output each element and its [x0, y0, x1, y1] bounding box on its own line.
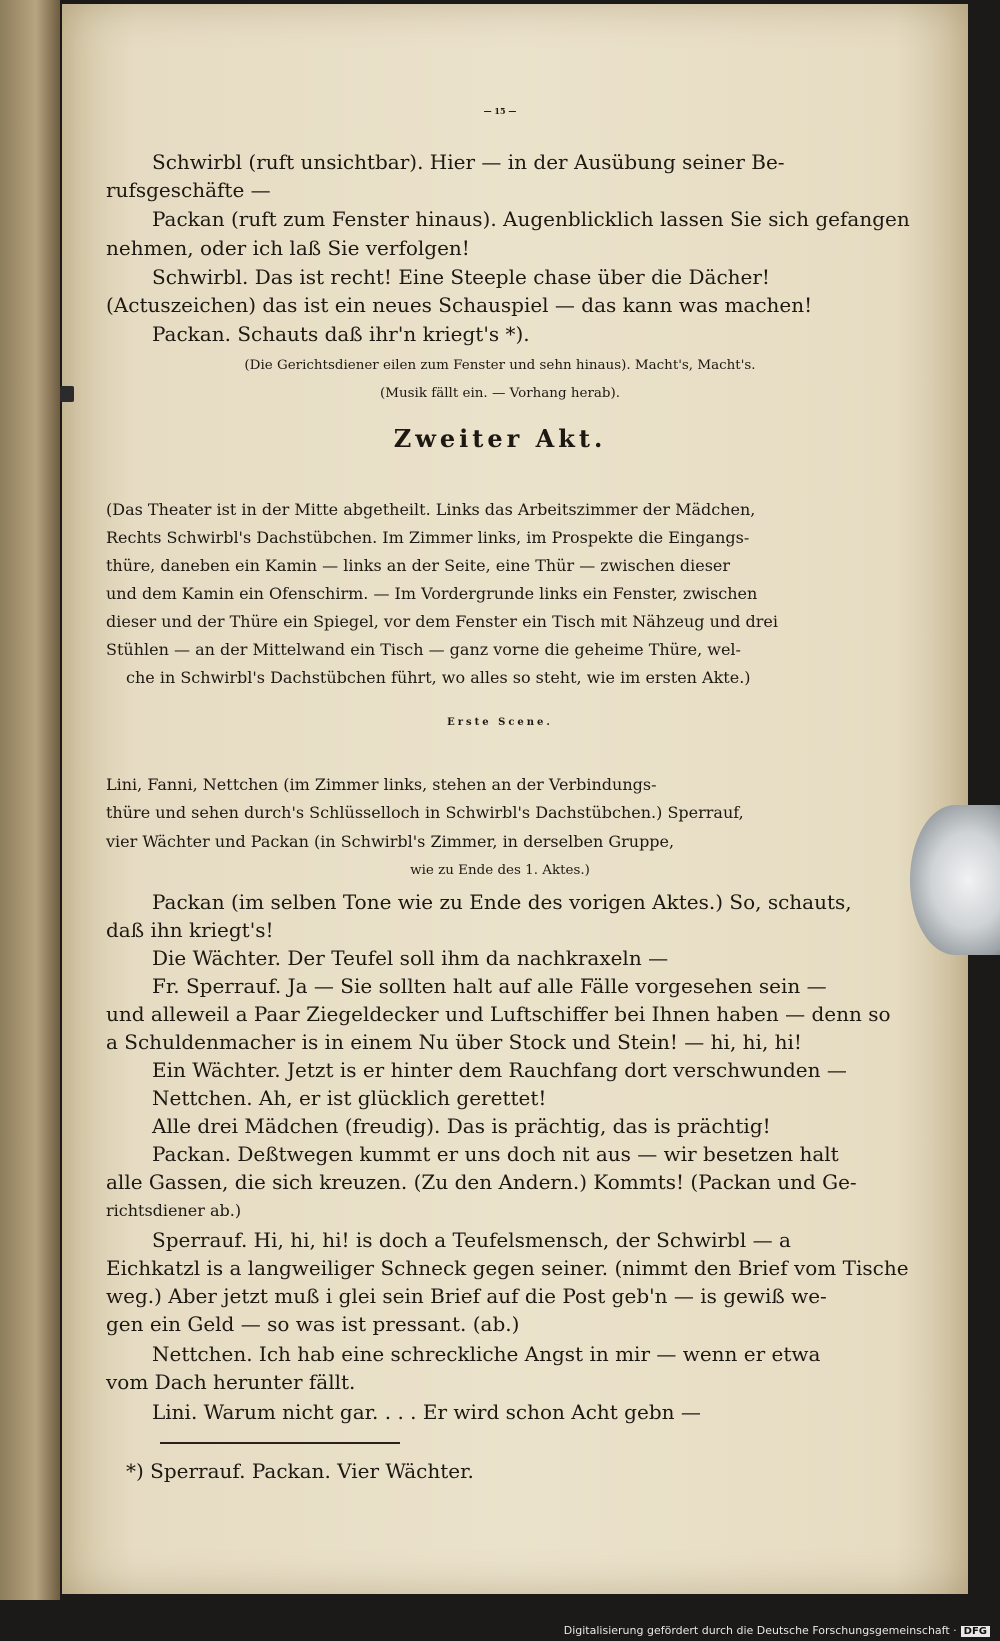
dialogue-line: Alle drei Mädchen (freudig). Das is prächtig, das is prächtig!: [152, 1114, 771, 1138]
cast-line: thüre und sehen durch's Schlüsselloch in Schwirbl's Dachstübchen.) Sperrauf,: [106, 803, 744, 822]
page-number: — 15 —: [483, 106, 517, 116]
dialogue-line: Fr. Sperrauf. Ja — Sie sollten halt auf alle Fälle vorgesehen sein —: [152, 974, 827, 998]
credit-text: Digitalisierung gefördert durch die Deutsche Forschungsgemeinschaft ·: [563, 1624, 957, 1637]
cast-line: Lini, Fanni, Nettchen (im Zimmer links, stehen an der Verbindungs-: [106, 775, 657, 794]
footnote: *) Sperrauf. Packan. Vier Wächter.: [126, 1459, 474, 1483]
dialogue-line: Sperrauf. Hi, hi, hi! is doch a Teufelsmensch, der Schwirbl — a: [152, 1228, 791, 1252]
stage-direction: che in Schwirbl's Dachstübchen führt, wo alles so steht, wie im ersten Akte.): [126, 668, 751, 687]
text-line: Schwirbl. Das ist recht! Eine Steeple chase über die Dächer!: [152, 265, 770, 289]
dialogue-line: Packan (im selben Tone wie zu Ende des vorigen Aktes.) So, schauts,: [152, 890, 852, 914]
text-line: (Actuszeichen) das ist ein neues Schauspiel — das kann was machen!: [106, 293, 813, 317]
dialogue-line: Lini. Warum nicht gar. . . . Er wird schon Acht gebn —: [152, 1400, 701, 1424]
stage-direction: Rechts Schwirbl's Dachstübchen. Im Zimmer links, im Prospekte die Eingangs-: [106, 528, 750, 547]
dialogue-line: a Schuldenmacher is in einem Nu über Stock und Stein! — hi, hi, hi!: [106, 1030, 802, 1054]
dialogue-line: richtsdiener ab.): [106, 1201, 242, 1220]
dialogue-line: alle Gassen, die sich kreuzen. (Zu den Andern.) Kommts! (Packan und Ge-: [106, 1170, 857, 1194]
text-line: nehmen, oder ich laß Sie verfolgen!: [106, 236, 470, 260]
stage-direction: (Die Gerichtsdiener eilen zum Fenster und sehn hinaus). Macht's, Macht's.: [244, 358, 756, 373]
stage-direction: (Musik fällt ein. — Vorhang herab).: [379, 386, 620, 401]
text-line: Packan. Schauts daß ihr'n kriegt's *).: [152, 322, 530, 346]
dialogue-line: Packan. Deßtwegen kummt er uns doch nit aus — wir besetzen halt: [152, 1142, 839, 1166]
dialogue-line: daß ihn kriegt's!: [106, 918, 274, 942]
digitization-credit: [0, 1624, 990, 1637]
stage-direction: (Das Theater ist in der Mitte abgetheilt. Links das Arbeitszimmer der Mädchen,: [106, 500, 756, 519]
cast-line: wie zu Ende des 1. Aktes.): [410, 863, 590, 878]
dialogue-line: Eichkatzl is a langweiliger Schneck gegen seiner. (nimmt den Brief vom Tische: [106, 1256, 909, 1280]
dialogue-line: gen ein Geld — so was ist pressant. (ab.): [106, 1312, 520, 1336]
stage-direction: und dem Kamin ein Ofenschirm. — Im Vordergrunde links ein Fenster, zwischen: [106, 584, 758, 603]
dialogue-line: Nettchen. Ich hab eine schreckliche Angst in mir — wenn er etwa: [152, 1342, 821, 1366]
dialogue-line: und alleweil a Paar Ziegeldecker und Luftschiffer bei Ihnen haben — denn so: [106, 1002, 891, 1026]
text-line: rufsgeschäfte —: [106, 178, 271, 202]
footnote-rule: [160, 1442, 400, 1444]
dialogue-line: Ein Wächter. Jetzt is er hinter dem Rauchfang dort verschwunden —: [152, 1058, 847, 1082]
scene-heading: Erste Scene.: [447, 717, 553, 728]
stage-direction: thüre, daneben ein Kamin — links an der Seite, eine Thür — zwischen dieser: [106, 556, 731, 575]
stage-direction: dieser und der Thüre ein Spiegel, vor dem Fenster ein Tisch mit Nähzeug und drei: [106, 612, 779, 631]
text-line: Packan (ruft zum Fenster hinaus). Augenblicklich lassen Sie sich gefangen: [152, 207, 910, 231]
dialogue-line: weg.) Aber jetzt muß i glei sein Brief auf die Post geb'n — is gewiß we-: [106, 1284, 827, 1308]
act-heading: Zweiter Akt.: [393, 424, 607, 453]
cast-line: vier Wächter und Packan (in Schwirbl's Zimmer, in derselben Gruppe,: [106, 832, 675, 851]
text-line: Schwirbl (ruft unsichtbar). Hier — in der Ausübung seiner Be-: [152, 150, 785, 174]
stage-direction: Stühlen — an der Mittelwand ein Tisch — ganz vorne die geheime Thüre, wel-: [106, 640, 741, 659]
dialogue-line: Nettchen. Ah, er ist glücklich gerettet!: [152, 1086, 547, 1110]
dialogue-line: vom Dach herunter fällt.: [106, 1370, 356, 1394]
dialogue-line: Die Wächter. Der Teufel soll ihm da nachkraxeln —: [152, 946, 669, 970]
left-page-edge: [0, 0, 60, 1600]
dfg-logo: DFG: [961, 1626, 990, 1637]
